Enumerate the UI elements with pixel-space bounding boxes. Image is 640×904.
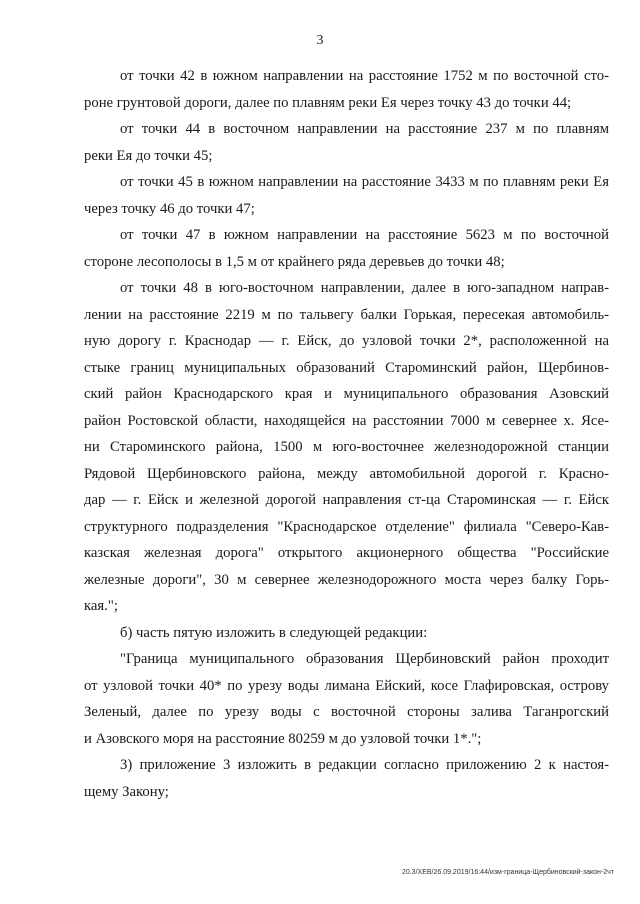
text-line: от точки 42 в южном направлении на расстояние 1752 м по восточной сто-: [120, 68, 609, 84]
text-line: ную дорогу г. Краснодар — г. Ейск, до узловой точки 2*, расположенной на: [84, 333, 609, 349]
paragraph-point-44: [84, 116, 609, 169]
text-line: б) часть пятую изложить в следующей редакции:: [120, 624, 428, 641]
paragraph-appendix-3: [84, 752, 609, 805]
text-line: кая.";: [84, 598, 118, 614]
text-line: стыке границ муниципальных образований Староминский район, Щербинов-: [84, 359, 609, 376]
text-line: дар — г. Ейск и железной дорогой направления ст-ца Староминская — г. Ейск: [84, 492, 609, 508]
text-line: от точки 47 в южном направлении на расстояние 5623 м по восточной: [120, 227, 609, 243]
paragraph-boundary-quote: [84, 646, 609, 752]
text-line: от точки 48 в юго-восточном направлении, далее в юго-западном направ-: [120, 280, 609, 296]
text-line: роне грунтовой дороги, далее по плавням реки Ея через точку 43 до точки 44;: [84, 94, 572, 111]
footer-file-stamp: 20.3/XEB/26.09.2019/16:44/изм-граница-Щербиновский-закон-2чт: [401, 869, 614, 876]
paragraph-part-five: [84, 620, 609, 647]
paragraph-point-48: [84, 275, 609, 620]
text-line: от точки 45 в южном направлении на расстояние 3433 м по плавням реки Ея: [120, 174, 609, 190]
text-line: ни Староминского района, 1500 м юго-восточнее железнодорожной станции: [84, 439, 609, 455]
text-line: Зеленый, далее по урезу воды с восточной стороны залива Таганрогский: [84, 704, 609, 720]
page-number: 3: [316, 33, 324, 48]
text-line: через точку 46 до точки 47;: [84, 200, 255, 217]
text-line: щему Закону;: [84, 783, 169, 800]
text-line: железные дороги", 30 м севернее железнодорожного моста через балку Горь-: [84, 571, 609, 588]
text-line: и Азовского моря на расстояние 80259 м до узловой точки 1*.";: [84, 730, 482, 747]
text-line: казская железная дорога" открытого акционерного общества "Российские: [84, 545, 609, 561]
paragraph-point-45: [84, 169, 609, 222]
text-line: реки Ея до точки 45;: [84, 147, 213, 164]
text-line: 3) приложение 3 изложить в редакции согласно приложению 2 к настоя-: [120, 757, 609, 773]
text-line: лении на расстояние 2219 м по тальвегу балки Горькая, пересекая автомобиль-: [84, 306, 609, 323]
text-line: от узловой точки 40* по урезу воды лимана Ейский, косе Глафировская, острову: [84, 677, 609, 694]
text-line: от точки 44 в восточном направлении на расстояние 237 м по плавням: [120, 121, 609, 137]
text-line: "Граница муниципального образования Щербиновский район проходит: [120, 651, 609, 667]
paragraph-point-42: [84, 63, 609, 116]
text-line: Рядовой Щербиновского района, между автомобильной дорогой г. Красно-: [84, 465, 609, 482]
text-line: район Ростовской области, находящейся на расстоянии 7000 м севернее х. Ясе-: [84, 412, 609, 429]
text-line: структурного подразделения "Краснодарское отделение" филиала "Северо-Кав-: [84, 518, 609, 535]
text-line: ский район Краснодарского края и муниципального образования Азовский: [84, 386, 609, 402]
paragraph-point-47: [84, 222, 609, 275]
document-body: [84, 63, 609, 805]
text-line: стороне лесополосы в 1,5 м от крайнего ряда деревьев до точки 48;: [84, 253, 505, 270]
